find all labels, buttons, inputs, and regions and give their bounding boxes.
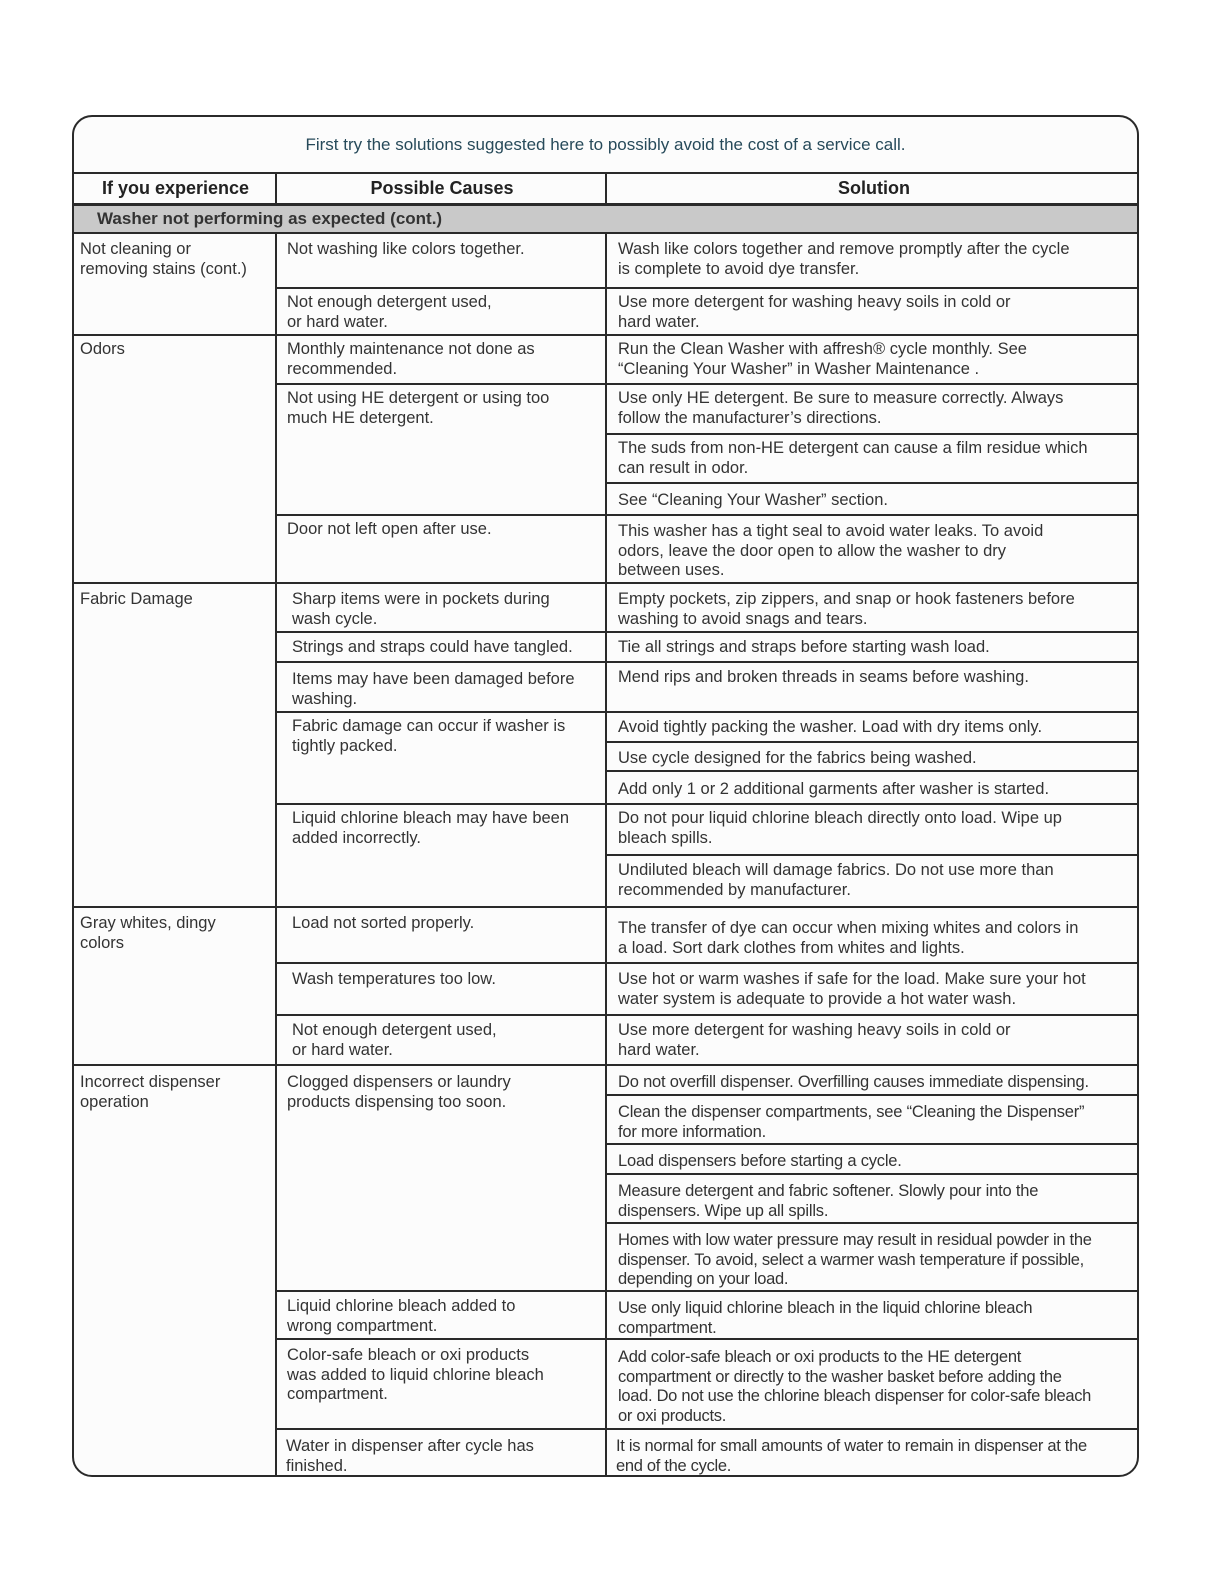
solution-cell: Use more detergent for washing heavy soils in cold or hard water.: [618, 293, 1011, 331]
problem-cell: Fabric Damage: [80, 590, 193, 608]
solution-cell: Run the Clean Washer with affresh® cycle monthly. See “Cleaning Your Washer” in Washer Maintenance .: [618, 340, 1027, 378]
cause-cell: Wash temperatures too low.: [292, 970, 496, 988]
solution-cell: Use only HE detergent. Be sure to measure correctly. Always follow the manufacturer’s directions.: [618, 389, 1064, 427]
problem-cell: Odors: [80, 340, 125, 358]
solution-cell: The transfer of dye can occur when mixing whites and colors in a load. Sort dark clothes from whites and lights.: [618, 919, 1079, 957]
header-solution: Solution: [607, 172, 1139, 203]
cause-cell: Not enough detergent used, or hard water.: [287, 293, 492, 331]
solution-cell: Add color-safe bleach or oxi products to the HE detergent compartment or directly to the washer basket before adding the load. Do not use the chlorine bleach dispenser for color-safe bleach or oxi products.: [618, 1348, 1092, 1425]
solution-cell: Use hot or warm washes if safe for the load. Make sure your hot water system is adequate to provide a hot water wash.: [618, 970, 1086, 1008]
row-divider: [605, 1173, 1137, 1175]
solution-cell: Homes with low water pressure may result in residual powder in the dispenser. To avoid, select a warmer wash temperature if possible, depending on your load.: [618, 1231, 1092, 1288]
row-divider: [275, 631, 1137, 633]
troubleshooting-table: [72, 115, 1139, 1477]
cause-cell: Door not left open after use.: [287, 520, 492, 538]
row-divider: [275, 962, 1137, 964]
row-divider: [275, 1290, 1137, 1292]
cause-cell: Items may have been damaged before washing.: [292, 670, 575, 708]
row-divider: [605, 482, 1137, 484]
row-divider: [605, 741, 1137, 743]
cause-cell: Not using HE detergent or using too much HE detergent.: [287, 389, 550, 427]
cause-cell: Sharp items were in pockets during wash cycle.: [292, 590, 550, 628]
row-divider: [605, 854, 1137, 856]
cause-cell: Load not sorted properly.: [292, 914, 475, 932]
cause-cell: Monthly maintenance not done as recommended.: [287, 340, 535, 378]
solution-cell: Avoid tightly packing the washer. Load with dry items only.: [618, 718, 1043, 736]
solution-cell: The suds from non-HE detergent can cause a film residue which can result in odor.: [618, 439, 1088, 477]
solution-cell: Tie all strings and straps before starting wash load.: [618, 638, 990, 656]
solution-cell: Load dispensers before starting a cycle.: [618, 1152, 902, 1170]
solution-cell: Undiluted bleach will damage fabrics. Do not use more than recommended by manufacturer.: [618, 861, 1054, 899]
problem-cell: Incorrect dispenser operation: [80, 1073, 221, 1111]
solution-cell: Use only liquid chlorine bleach in the liquid chlorine bleach compartment.: [618, 1299, 1033, 1337]
row-divider: [275, 1014, 1137, 1016]
solution-cell: Add only 1 or 2 additional garments after washer is started.: [618, 780, 1050, 798]
solution-cell: See “Cleaning Your Washer” section.: [618, 491, 888, 509]
solution-cell: Do not overfill dispenser. Overfilling causes immediate dispensing.: [618, 1073, 1089, 1091]
row-divider: [605, 1222, 1137, 1224]
row-divider: [275, 661, 1137, 663]
row-divider: [275, 1428, 1137, 1430]
divider: [275, 172, 277, 203]
solution-cell: Clean the dispenser compartments, see “Cleaning the Dispenser” for more information.: [618, 1103, 1085, 1141]
header-causes: Possible Causes: [277, 172, 607, 203]
solution-cell: Measure detergent and fabric softener. Slowly pour into the dispensers. Wipe up all spills.: [618, 1182, 1039, 1220]
header-experience: If you experience: [74, 172, 277, 203]
row-divider: [605, 1094, 1137, 1096]
cause-cell: Not enough detergent used, or hard water.: [292, 1021, 497, 1059]
solution-cell: Use cycle designed for the fabrics being washed.: [618, 749, 977, 767]
section-title: Washer not performing as expected (cont.): [74, 203, 1137, 234]
cause-cell: Water in dispenser after cycle has finished.: [286, 1437, 534, 1475]
cause-cell: Clogged dispensers or laundry products dispensing too soon.: [287, 1073, 511, 1111]
solution-cell: Mend rips and broken threads in seams before washing.: [618, 668, 1029, 686]
solution-cell: This washer has a tight seal to avoid water leaks. To avoid odors, leave the door open to allow the washer to dry between uses.: [618, 522, 1044, 579]
row-divider: [605, 1143, 1137, 1145]
cause-cell: Strings and straps could have tangled.: [292, 638, 573, 656]
row-divider: [74, 582, 1137, 584]
solution-cell: Empty pockets, zip zippers, and snap or hook fasteners before washing to avoid snags and tears.: [618, 590, 1075, 628]
problem-cell: Gray whites, dingy colors: [80, 914, 216, 952]
solution-cell: Wash like colors together and remove promptly after the cycle is complete to avoid dye transfer.: [618, 240, 1070, 278]
divider: [605, 172, 607, 203]
row-divider: [74, 1064, 1137, 1066]
row-divider: [275, 1338, 1137, 1340]
cause-cell: Liquid chlorine bleach added to wrong compartment.: [287, 1297, 516, 1335]
problem-cell: Not cleaning or removing stains (cont.): [80, 240, 247, 278]
cause-cell: Color-safe bleach or oxi products was added to liquid chlorine bleach compartment.: [287, 1346, 544, 1403]
solution-cell: Do not pour liquid chlorine bleach directly onto load. Wipe up bleach spills.: [618, 809, 1062, 847]
solution-cell: It is normal for small amounts of water to remain in dispenser at the end of the cycle.: [616, 1437, 1087, 1475]
row-divider: [74, 906, 1137, 908]
cause-cell: Liquid chlorine bleach may have been added incorrectly.: [292, 809, 570, 847]
intro-text: First try the solutions suggested here to possibly avoid the cost of a service call.: [305, 134, 906, 154]
solution-cell: Use more detergent for washing heavy soils in cold or hard water.: [618, 1021, 1011, 1059]
cause-cell: Fabric damage can occur if washer is tightly packed.: [292, 717, 566, 755]
row-divider: [605, 770, 1137, 772]
cause-cell: Not washing like colors together.: [287, 240, 525, 258]
